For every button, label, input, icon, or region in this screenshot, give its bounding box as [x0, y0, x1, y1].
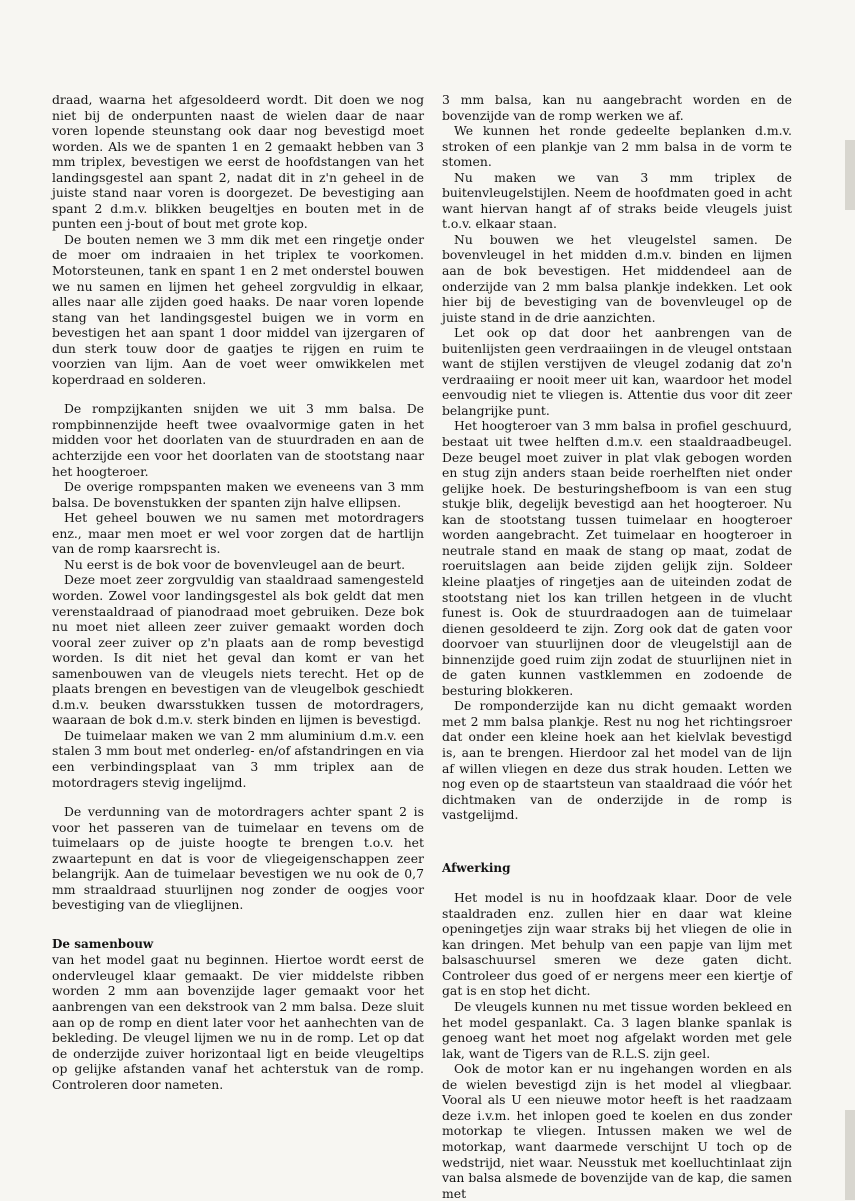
body-paragraph: Deze moet zeer zorgvuldig van staaldraad samengesteld worden. Zowel voor landingsgestel als bok geldt dat men verenstaaldraad of pianodraad moet gebruiken. Deze bok nu moet niet alleen zeer zuiver gemaakt worden doch vooral zeer zuiver op z'n plaats aan de romp bevestigd worden. Is dit niet het geval dan komt er van het samenbouwen van de vleugels niets terecht. Het op de plaats brengen en bevestigen van de vleugelbok geschiedt d.m.v. beuken dwarsstukken tussen de motordragers, waaraan de bok d.m.v. sterk binden en lijmen is bevestigd.: [52, 572, 424, 728]
paragraph-spacer: [52, 387, 424, 401]
section-heading: De samenbouw: [52, 936, 154, 951]
body-paragraph: Nu maken we van 3 mm triplex de buitenvleugelstijlen. Neem de hoofdmaten goed in acht want hiervan hangt af of straks beide vleugels juist t.o.v. elkaar staan.: [442, 169, 792, 232]
body-paragraph: Let ook op dat door het aanbrengen van de buitenlijsten geen verdraaiingen in de vleugel ontstaan want de stijlen verstijven de vleugel zodanig dat zo'n verdraaiing er nooit meer uit kan, waardoor het model eenvoudig niet te vliegen is. Attentie dus voor dit zeer belangrijke punt.: [442, 325, 792, 418]
body-paragraph: De verdunning van de motordragers achter spant 2 is voor het passeren van de tuimelaar en tevens om de tuimelaars op de juiste hoogte te brengen t.o.v. het zwaartepunt en dat is voor de vliegeigenschappen zeer belangrijk. Aan de tuimelaar bevestigen we nu ook de 0,7 mm straaldraad stuurlijnen nog zonder de oogjes voor bevestiging van de vlieglijnen.: [52, 804, 424, 913]
body-paragraph: draad, waarna het afgesoldeerd wordt. Dit doen we nog niet bij de onderpunten naast de wielen daar de naar voren lopende steunstang ook daar nog bevestigd moet worden. Als we de spanten 1 en 2 gemaakt hebben van 3 mm triplex, bevestigen we eerst de hoofdstangen van het landingsgestel aan spant 2, nadat dit in z'n geheel in de juiste stand naar voren is doorgezet. De bevestiging aan spant 2 d.m.v. blikken beugeltjes en bouten met in de punten een j-bout of bout met grote kop.: [52, 92, 424, 232]
body-paragraph: De tuimelaar maken we van 2 mm aluminium d.m.v. een stalen 3 mm bout met onderleg- en/of afstandringen en via een verbindingsplaat van 3 mm triplex aan de motordragers stevig ingelijmd.: [52, 727, 424, 790]
left-text-column: [52, 92, 424, 1092]
body-paragraph: De bouten nemen we 3 mm dik met een ringetje onder de moer om indraaien in het triplex te voorkomen. Motorsteunen, tank en spant 1 en 2 met onderstel bouwen we nu samen en lijmen het geheel zorgvuldig in elkaar, alles naar alle zijden goed haaks. De naar voren lopende stang van het landingsgestel buigen we in vorm en bevestigen het aan spant 1 door middel van ijzergaren of dun sterk touw door de gaatjes te rijgen en ruim te voorzien van lijm. Aan de voet weer omwikkelen met koperdraad en solderen.: [52, 231, 424, 387]
body-paragraph: Nu bouwen we het vleugelstel samen. De bovenvleugel in het midden d.m.v. binden en lijmen aan de bok bevestigen. Het middendeel aan de onderzijde van 2 mm balsa plankje indekken. Let ook hier bij de bevestiging van de bovenvleugel op de juiste stand in de drie aanzichten.: [442, 231, 792, 325]
body-paragraph: De overige rompspanten maken we eveneens van 3 mm balsa. De bovenstukken der spanten zijn halve ellipsen.: [52, 479, 424, 510]
section-spacer: [442, 823, 792, 847]
paragraph-spacer: [442, 876, 792, 890]
page-edge-shadow: [845, 1110, 855, 1200]
body-paragraph: Ook de motor kan er nu ingehangen worden en als de wielen bevestigd zijn is het model al vliegbaar. Vooral als U een nieuwe motor heeft is het raadzaam deze i.v.m. het inlopen goed te koelen en dus zonder motorkap te vliegen. Intussen maken we wel de motorkap, want daarmede verschijnt U toch op de wedstrijd, niet waar. Neusstuk met koelluchtinlaat zijn van balsa alsmede de bovenzijde van de kap, die samen met: [442, 1061, 792, 1201]
body-paragraph: De romponderzijde kan nu dicht gemaakt worden met 2 mm balsa plankje. Rest nu nog het richtingsroer dat onder een kleine hoek aan het kielvlak bevestigd is, aan te brengen. Hierdoor zal het model van de lijn af willen vliegen en deze dus strak houden. Letten we nog even op de staartsteun van staaldraad die vóór het dichtmaken van de onderzijde in de romp is vastgelijmd.: [442, 698, 792, 823]
body-paragraph: van het model gaat nu beginnen. Hiertoe wordt eerst de ondervleugel klaar gemaakt. De vier middelste ribben worden 2 mm aan bovenzijde lager gemaakt voor het aanbrengen van een dekstrook van 2 mm balsa. Deze sluit aan op de romp en dient later voor het aanhechten van de bekleding. De vleugel lijmen we nu in de romp. Let op dat de onderzijde zuiver horizontaal ligt en beide vleugeltips op gelijke afstanden vanaf het achterstuk van de romp. Controleren door nameten.: [52, 952, 424, 1092]
section-heading: Afwerking: [442, 860, 511, 875]
body-paragraph: Nu eerst is de bok voor de bovenvleugel aan de beurt.: [64, 556, 406, 572]
paragraph-spacer: [52, 790, 424, 804]
section-spacer: [52, 913, 424, 937]
page-edge-shadow: [845, 140, 855, 210]
body-paragraph: De rompzijkanten snijden we uit 3 mm balsa. De rompbinnenzijde heeft twee ovaalvormige gaten in het midden voor het doorlaten van de stuurdraden en aan de achterzijde een voor het doorlaten van de stootstang naar het hoogteroer.: [52, 401, 424, 479]
body-paragraph: De vleugels kunnen nu met tissue worden bekleed en het model gespanlakt. Ca. 3 lagen blanke spanlak is genoeg want het moet nog afgelakt worden met gele lak, want de Tigers van de R.L.S. zijn geel.: [442, 999, 792, 1061]
body-paragraph: Het geheel bouwen we nu samen met motordragers enz., maar men moet er wel voor zorgen dat de hartlijn van de romp kaarsrecht is.: [52, 510, 424, 557]
right-text-column: [442, 92, 792, 1201]
body-paragraph: Het hoogteroer van 3 mm balsa in profiel geschuurd, bestaat uit twee helften d.m.v. een staaldraadbeugel. Deze beugel moet zuiver in plat vlak gebogen worden en stug zijn anders staan beide roerhelften niet onder gelijke hoek. De besturingshefboom is van een stug stukje blik, degelijk bevestigd aan het hoogteroer. Nu kan de stootstang tussen tuimelaar en hoogteroer worden aangebracht. Zet tuimelaar en hoogteroer in neutrale stand en maak de stang op maat, zodat de roeruitslagen aan beide zijden gelijk zijn. Soldeer kleine plaatjes of ringetjes aan de uiteinden zodat de stootstang niet los kan trillen hetgeen in de vlucht funest is. Ook de stuurdraadogen aan de tuimelaar dienen gesoldeerd te zijn. Zorg ook dat de gaten voor doorvoer van stuurlijnen door de vleugelstijl aan de binnenzijde goed ruim zijn zodat de stuurlijnen niet in de gaten kunnen vastklemmen en zodoende de besturing blokkeren.: [442, 418, 792, 698]
body-paragraph: 3 mm balsa, kan nu aangebracht worden en de bovenzijde van de romp werken we af.: [442, 92, 792, 123]
paragraph-spacer: [442, 847, 792, 861]
body-paragraph: We kunnen het ronde gedeelte beplanken d.m.v. stroken of een plankje van 2 mm balsa in de vorm te stomen.: [442, 123, 792, 170]
body-paragraph: Het model is nu in hoofdzaak klaar. Door de vele staaldraden enz. zullen hier en daar wat kleine openingetjes zijn waar straks bij het vliegen de olie in kan dringen. Met behulp van een papje van lijm met balsaschuursel smeren we deze gaten dicht. Controleer dus goed of er nergens meer een kiertje of gat is en stop het dicht.: [442, 890, 792, 999]
